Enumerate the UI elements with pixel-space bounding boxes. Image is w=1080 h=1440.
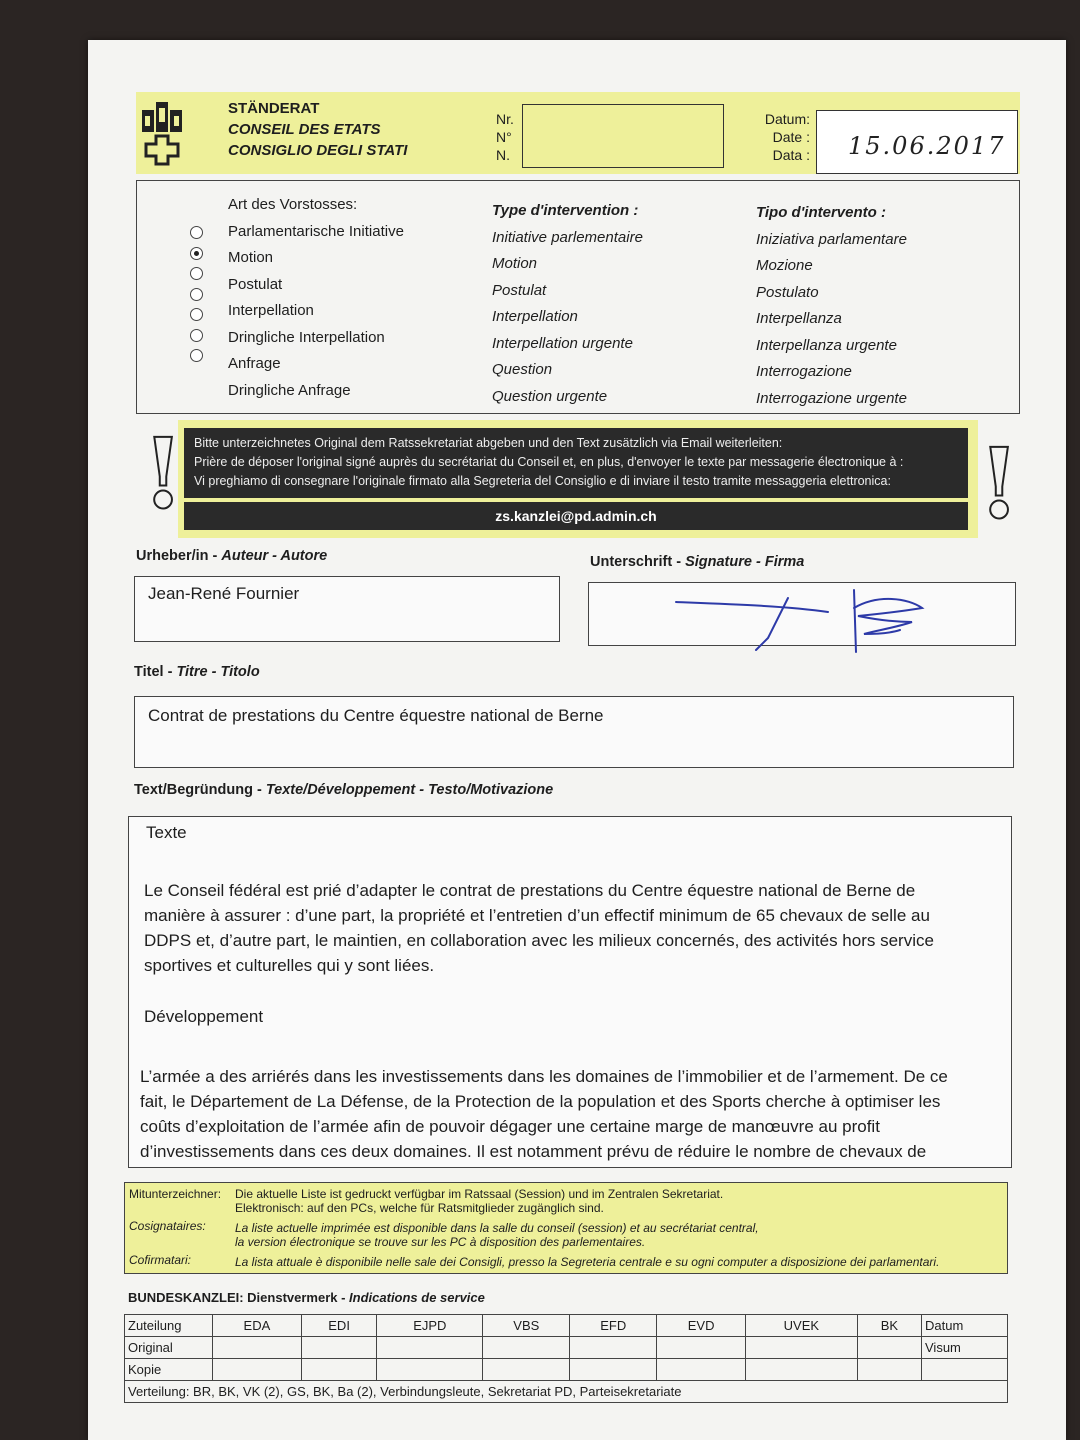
table-row	[125, 1381, 1008, 1403]
cosign-text: La liste actuelle imprimée est disponible dans la salle du conseil (session) et au secrétariat central,	[235, 1221, 759, 1235]
notice-line-de: Bitte unterzeichnetes Original dem Ratssekretariat abgeben und den Text zusätzlich via Email weiterleiten:	[194, 436, 783, 450]
type-de-item: Parlamentarische Initiative	[228, 222, 404, 240]
table-cell[interactable]	[213, 1359, 302, 1381]
exclamation-icon: !	[142, 417, 185, 530]
submission-email[interactable]: zs.kanzlei@pd.admin.ch	[184, 502, 968, 530]
cosign-text: Die aktuelle Liste ist gedruckt verfügbar im Ratssaal (Session) und im Zentralen Sekretariat.	[235, 1187, 724, 1201]
handwritten-signature	[668, 580, 938, 654]
service-table	[124, 1314, 1008, 1403]
radio-motion[interactable]	[190, 247, 203, 260]
cosign-key-it: Cofirmatari:	[129, 1253, 192, 1267]
title-label-fr-it: Titre - Titolo	[176, 664, 260, 680]
column-header: VBS	[483, 1315, 570, 1337]
types-heading-de: Art des Vorstosses:	[228, 196, 358, 213]
date-label-de: Datum:	[764, 111, 810, 127]
row-label-original: Original	[125, 1337, 213, 1359]
signature-label	[590, 554, 804, 570]
text-label	[134, 782, 553, 798]
form-sheet	[88, 40, 1066, 1440]
table-cell[interactable]	[657, 1337, 746, 1359]
type-fr-item: Question urgente	[492, 387, 608, 405]
types-de	[228, 192, 404, 404]
title-label-de: Titel -	[134, 664, 177, 680]
column-header: EJPD	[377, 1315, 483, 1337]
types-heading-it: Tipo d'intervento :	[756, 204, 886, 221]
text-line: coûts d’exploitation de l’armée afin de pouvoir dégager une certaine marge de manœuvre au profit	[140, 1117, 880, 1136]
column-header: BK	[857, 1315, 921, 1337]
type-fr-item: Question	[492, 361, 553, 378]
cosignatories-box	[124, 1182, 1008, 1274]
text-line: fait, le Département de La Défense, de la Protection de la population et des Sports cherche à optimiser les	[140, 1092, 941, 1111]
council-de: STÄNDERAT	[228, 100, 320, 117]
column-header: EDI	[301, 1315, 377, 1337]
column-header: UVEK	[746, 1315, 858, 1337]
type-it-item: Mozione	[756, 257, 813, 274]
service-heading-de: BUNDESKANZLEI: Dienstvermerk -	[128, 1290, 350, 1305]
type-it-item: Postulato	[756, 283, 819, 301]
nr-label-it: N.	[496, 147, 510, 163]
title-label	[134, 664, 260, 680]
column-header: EVD	[657, 1315, 746, 1337]
type-de-item: Interpellation	[228, 302, 314, 319]
date-label-it: Data :	[772, 147, 810, 163]
date-labels	[756, 110, 810, 164]
council-it: CONSIGLIO DEGLI STATI	[228, 142, 408, 159]
radio-urgent-question[interactable]	[190, 349, 203, 362]
table-cell[interactable]	[301, 1359, 377, 1381]
text-heading-developpement: Développement	[144, 1007, 264, 1026]
table-row	[125, 1337, 1008, 1359]
type-de-item: Dringliche Interpellation	[228, 328, 385, 346]
type-it-item: Interrogazione	[756, 363, 852, 380]
type-fr-item: Interpellation urgente	[492, 334, 633, 352]
date-label-fr: Date :	[772, 129, 810, 145]
title-value: Contrat de prestations du Centre équestre national de Berne	[148, 706, 604, 725]
column-header: EDA	[213, 1315, 302, 1337]
type-fr-item: Initiative parlementaire	[492, 228, 643, 246]
parliament-logo	[140, 96, 184, 166]
number-labels	[496, 110, 514, 164]
types-fr	[492, 198, 643, 410]
notice-line-it: Vi preghiamo di consegnare l'originale firmato alla Segreteria del Consiglio e di inviare il testo tramite messaggeria elettronica:	[194, 474, 891, 488]
author-label	[136, 548, 327, 564]
type-it-item: Iniziativa parlamentare	[756, 230, 907, 248]
author-label-de: Urheber/in -	[136, 548, 222, 564]
cosign-text: Elektronisch: auf den PCs, welche für Ratsmitglieder zugänglich sind.	[235, 1201, 604, 1215]
distribution-line: Verteilung: BR, BK, VK (2), GS, BK, Ba (2), Verbindungsleute, Sekretariat PD, Parteisekretariate	[125, 1381, 1008, 1403]
exclamation-icon: !	[978, 427, 1021, 540]
radio-interpellation[interactable]	[190, 288, 203, 301]
table-row	[125, 1359, 1008, 1381]
table-cell[interactable]	[570, 1337, 657, 1359]
table-cell[interactable]	[483, 1359, 570, 1381]
type-fr-item: Postulat	[492, 281, 547, 299]
table-cell[interactable]	[746, 1337, 858, 1359]
date-value: 15.06.2017	[848, 132, 1006, 160]
council-fr: CONSEIL DES ETATS	[228, 121, 381, 138]
type-de-item: Postulat	[228, 275, 283, 293]
cosign-key-fr: Cosignataires:	[129, 1219, 206, 1233]
cosign-key-de: Mitunterzeichner:	[129, 1187, 222, 1201]
text-heading-texte: Texte	[146, 823, 187, 842]
table-row	[125, 1315, 1008, 1337]
council-names	[228, 98, 407, 161]
text-line: Le Conseil fédéral est prié d’adapter le contrat de prestations du Centre équestre national de Berne de	[144, 881, 916, 900]
type-fr-item: Motion	[492, 255, 538, 272]
cosign-text: La lista attuale è disponibile nelle sale dei Consigli, presso la Segreteria centrale e su ogni computer a disposizione dei parlamentari.	[235, 1255, 940, 1269]
nr-label-de: Nr.	[496, 111, 514, 127]
cosign-text: la version électronique se trouve sur les PC à disposition des parlementaires.	[235, 1235, 646, 1249]
nr-label-fr: N°	[496, 129, 512, 145]
types-heading-fr: Type d'intervention :	[492, 202, 639, 219]
type-de-item: Dringliche Anfrage	[228, 381, 351, 399]
text-line: L’armée a des arriérés dans les investissements dans les domaines de l’immobilier et de l’armement. De ce	[140, 1067, 948, 1086]
author-label-fr-it: Auteur - Autore	[221, 548, 328, 564]
table-cell[interactable]	[657, 1359, 746, 1381]
row-label-allocation: Zuteilung	[125, 1315, 213, 1337]
text-paragraph-1	[144, 878, 1004, 978]
radio-parliamentary-initiative[interactable]	[190, 226, 203, 239]
table-cell[interactable]	[377, 1337, 483, 1359]
radio-urgent-interpellation[interactable]	[190, 308, 203, 321]
number-field[interactable]	[522, 104, 724, 168]
text-paragraph-2	[140, 1064, 1010, 1164]
signature-label-fr-it: Signature - Firma	[685, 554, 805, 570]
text-label-de: Text/Begründung -	[134, 782, 266, 798]
author-value: Jean-René Fournier	[148, 584, 300, 603]
column-header: EFD	[570, 1315, 657, 1337]
service-heading	[128, 1290, 485, 1305]
date-side-label: Datum	[922, 1315, 1008, 1337]
types-it	[756, 200, 907, 412]
row-label-copy: Kopie	[125, 1359, 213, 1381]
table-cell[interactable]	[857, 1359, 921, 1381]
service-heading-fr: Indications de service	[349, 1290, 485, 1305]
table-cell[interactable]	[301, 1337, 377, 1359]
text-line: sportives et culturelles qui y sont liées.	[144, 956, 435, 975]
text-line: d’investissements dans ces deux domaines. Il est notamment prévu de réduire le nombre de chevaux de	[140, 1142, 927, 1161]
table-cell[interactable]	[483, 1337, 570, 1359]
visa-side-label: Visum	[922, 1337, 1008, 1359]
type-it-item: Interpellanza urgente	[756, 336, 897, 354]
text-line: DDPS et, d’autre part, le maintien, en collaboration avec les milieux concernés, des activités hors service	[144, 931, 934, 950]
notice-line-fr: Prière de déposer l'original signé auprès du secrétariat du Conseil et, en plus, d'envoyer le texte par messagerie électronique à :	[194, 455, 904, 469]
type-fr-item: Interpellation	[492, 308, 578, 325]
radio-question[interactable]	[190, 329, 203, 342]
type-de-item: Motion	[228, 249, 274, 266]
radio-postulate[interactable]	[190, 267, 203, 280]
text-label-fr-it: Texte/Développement - Testo/Motivazione	[265, 782, 554, 798]
signature-label-de: Unterschrift -	[590, 554, 686, 570]
type-de-item: Anfrage	[228, 355, 281, 372]
submission-notice	[184, 428, 968, 498]
table-cell[interactable]	[570, 1359, 657, 1381]
type-it-item: Interrogazione urgente	[756, 389, 907, 407]
table-cell[interactable]	[746, 1359, 858, 1381]
table-cell[interactable]	[213, 1337, 302, 1359]
table-cell[interactable]	[377, 1359, 483, 1381]
type-it-item: Interpellanza	[756, 310, 842, 327]
table-cell[interactable]	[922, 1359, 1008, 1381]
table-cell[interactable]	[857, 1337, 921, 1359]
intervention-radio-group	[190, 220, 203, 370]
text-line: manière à assurer : d’une part, la propriété et l’entretien d’un effectif minimum de 65 chevaux de selle au	[144, 906, 930, 925]
